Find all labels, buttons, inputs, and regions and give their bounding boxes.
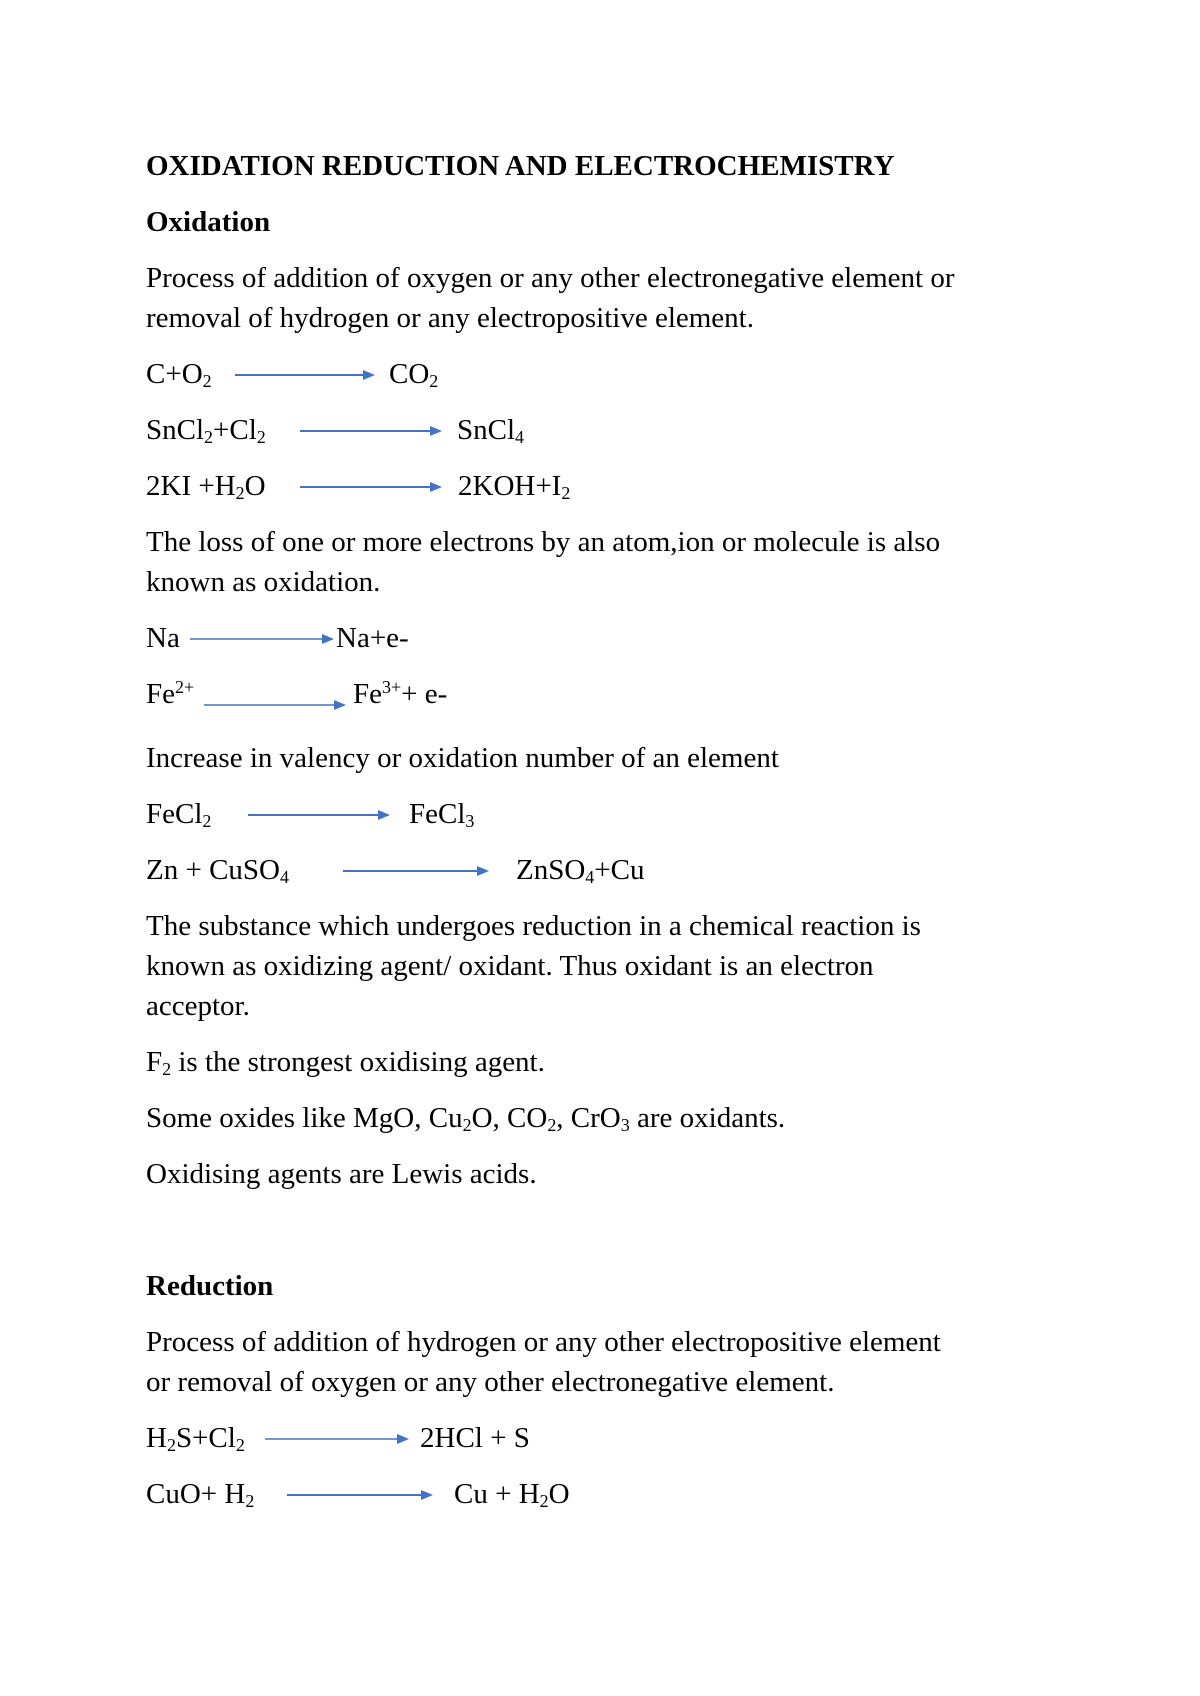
oxidant-definition-line-3: acceptor. <box>146 990 250 1022</box>
oxides-text: Some oxides like MgO, $Cu_2O$, $CO_2$, CrO$_3$ are oxidants. <box>146 1102 786 1135</box>
reaction-reactant: FeCl$_2$ <box>146 798 212 831</box>
reaction-arrow-icon <box>300 424 442 438</box>
strongest-oxidant-text: $F_2$ is the strongest oxidising agent. <box>146 1046 545 1079</box>
valency-text: Increase in valency or oxidation number of an element <box>146 742 779 774</box>
reaction-arrow-icon <box>204 698 346 712</box>
oxidant-definition-line-2: known as oxidizing agent/ oxidant. Thus oxidant is an electron <box>146 950 874 982</box>
reaction-arrow-icon <box>235 368 375 382</box>
oxidation-definition-line-2: removal of hydrogen or any electropositive element. <box>146 302 754 334</box>
reaction-product: $Fe^{3+}+ e-$ <box>353 677 448 710</box>
oxidation-definition-line-1: Process of addition of oxygen or any other electronegative element or <box>146 262 955 294</box>
reaction-product: FeCl$_3$ <box>409 798 475 831</box>
reaction-arrow-icon <box>287 1488 433 1502</box>
reaction-product: 2HCl + S <box>420 1422 530 1454</box>
reaction-reactant: Na <box>146 622 180 654</box>
reaction-arrow-icon <box>248 808 390 822</box>
reaction-reactant: $CuO+ H_2$ <box>146 1478 255 1511</box>
reaction-product: ZnSO$_4$+Cu <box>516 854 645 887</box>
reaction-arrow-icon <box>343 864 489 878</box>
oxidation-heading: Oxidation <box>146 206 271 238</box>
electron-loss-line-1: The loss of one or more electrons by an atom,ion or molecule is also <box>146 526 941 558</box>
reaction-reactant: $2KI +H_2O$ <box>146 470 266 503</box>
reaction-arrow-icon <box>300 480 442 494</box>
reaction-product: $2KOH+I_2$ <box>458 470 571 503</box>
reaction-reactant: $SnCl_2+Cl_2$ <box>146 414 266 447</box>
reduction-definition-line-2: or removal of oxygen or any other electronegative element. <box>146 1366 835 1398</box>
reaction-arrow-icon <box>265 1432 409 1446</box>
reaction-product: $Cu + H_2O$ <box>454 1478 570 1511</box>
reaction-reactant: $H_2S+Cl_2$ <box>146 1422 245 1455</box>
reduction-definition-line-1: Process of addition of hydrogen or any other electropositive element <box>146 1326 941 1358</box>
reaction-reactant: $C+O_2$ <box>146 358 212 391</box>
reaction-reactant: $Fe^{2+}$ <box>146 677 195 710</box>
page-title: OXIDATION REDUCTION AND ELECTROCHEMISTRY <box>146 150 895 182</box>
reaction-product: $CO_2$ <box>389 358 439 391</box>
electron-loss-line-2: known as oxidation. <box>146 566 381 598</box>
reaction-reactant: Zn + CuSO$_4$ <box>146 854 289 887</box>
lewis-acids-text: Oxidising agents are Lewis acids. <box>146 1158 537 1190</box>
reduction-heading: Reduction <box>146 1270 274 1302</box>
reaction-product: SnCl$_4$ <box>457 414 525 447</box>
reaction-product: Na+e- <box>336 622 409 654</box>
reaction-arrow-icon <box>190 632 334 646</box>
oxidant-definition-line-1: The substance which undergoes reduction in a chemical reaction is <box>146 910 921 942</box>
